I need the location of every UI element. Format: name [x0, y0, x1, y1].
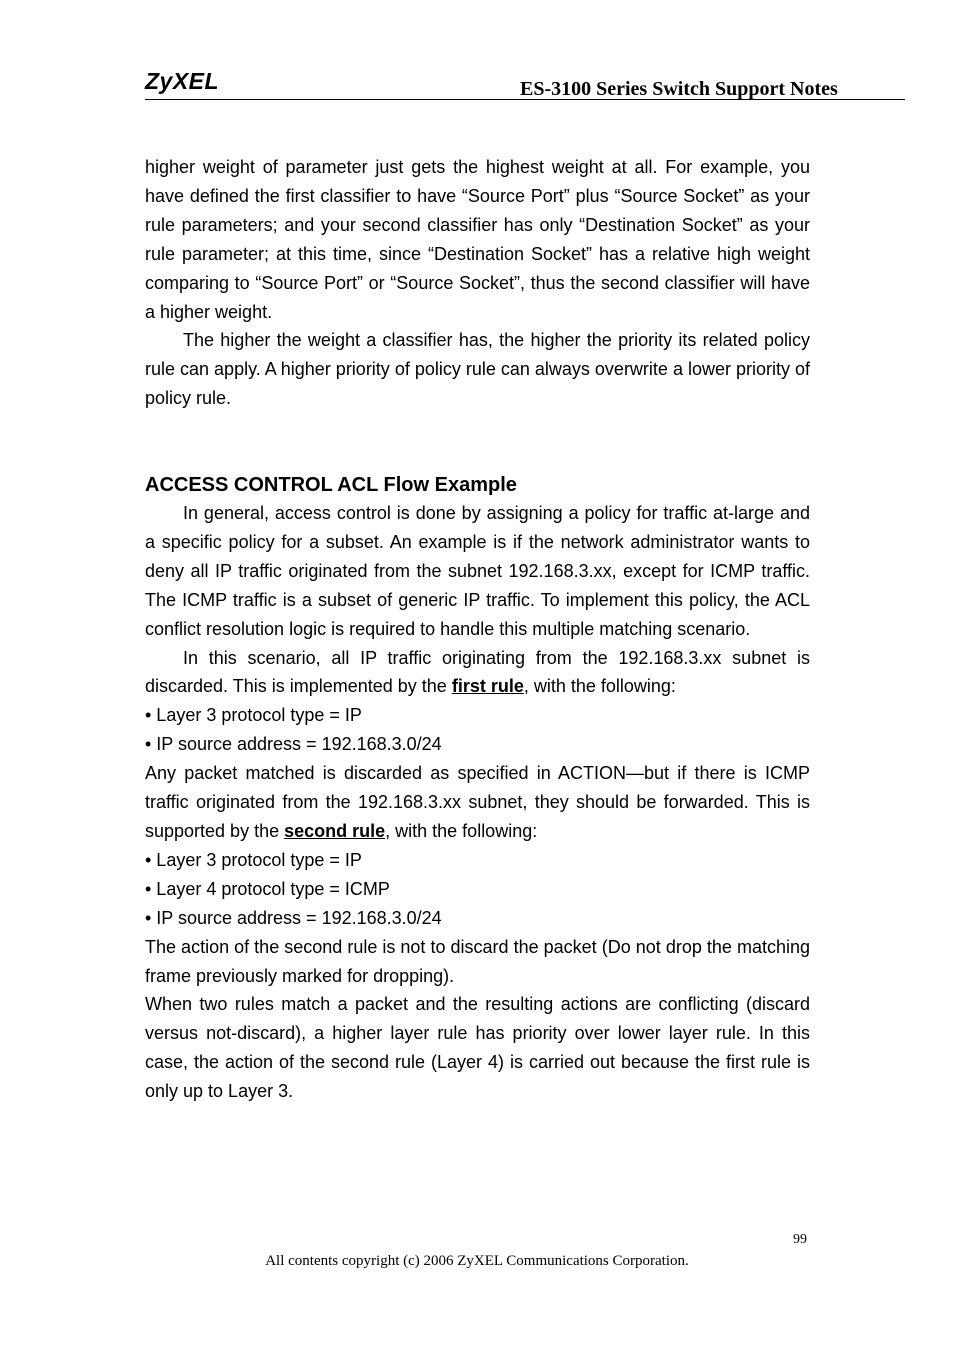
- first-rule-bullet-2: • IP source address = 192.168.3.0/24: [145, 734, 442, 755]
- second-rule-bullet-1: • Layer 3 protocol type = IP: [145, 849, 362, 870]
- copyright-footer: All contents copyright (c) 2006 ZyXEL Communications Corporation.: [265, 1253, 689, 1269]
- header-divider: [145, 99, 905, 100]
- paragraph-3-text-end: , with the following:: [385, 820, 538, 841]
- second-rule-bullet-2: • Layer 4 protocol type = ICMP: [145, 878, 390, 899]
- second-rule-reference: second rule: [284, 820, 386, 841]
- intro-paragraph-1: higher weight of parameter just gets the highest weight at all. For example, you have defined the first classifier to have “Source Port” plus “Source Socket” as your rule parameters; and your second classifier has only “Destination Socket” as your rule parameter; at this time, since “Destination Socket” has a relative high weight comparing to “Source Port” or “Source Socket”, thus the second classifier will have a higher weight.: [145, 157, 810, 322]
- section-heading: ACCESS CONTROL ACL Flow Example: [145, 474, 517, 496]
- intro-paragraph-2: The higher the weight a classifier has, the higher the priority its related policy rule can apply. A higher priority of policy rule can always overwrite a lower priority of policy rule.: [145, 330, 810, 409]
- paragraph-2-text-start: In this scenario, all IP traffic originating from the 192.168.3.xx subnet is discarded. This is implemented by the: [145, 647, 810, 697]
- section-paragraph-5: When two rules match a packet and the resulting actions are conflicting (discard versus not-discard), a higher layer rule has priority over lower layer rule. In this case, the action of the second rule (Layer 4) is carried out because the first rule is only up to Layer 3.: [145, 994, 810, 1102]
- paragraph-3-text-start: Any packet matched is discarded as specified in ACTION—but if there is ICMP traffic originated from the 192.168.3.xx subnet, they should be forwarded. This is supported by the: [145, 763, 810, 841]
- first-rule-bullet-1: • Layer 3 protocol type = IP: [145, 705, 362, 726]
- section-body: [145, 499, 810, 1106]
- paragraph-2-text-end: , with the following:: [523, 676, 676, 697]
- intro-text: [145, 153, 810, 413]
- second-rule-bullet-3: • IP source address = 192.168.3.0/24: [145, 907, 442, 928]
- page-number: 99: [793, 1232, 807, 1247]
- zyxel-logo: ZyXEL: [145, 68, 220, 94]
- document-title: ES-3100 Series Switch Support Notes: [520, 78, 838, 100]
- section-paragraph-3: [145, 759, 810, 846]
- first-rule-reference: first rule: [451, 676, 524, 697]
- section-paragraph-1: In general, access control is done by assigning a policy for traffic at-large and a specific policy for a subset. An example is if the network administrator wants to deny all IP traffic originated from the subnet 192.168.3.xx, except for ICMP traffic. The ICMP traffic is a subset of generic IP traffic. To implement this policy, the ACL conflict resolution logic is required to handle this multiple matching scenario.: [145, 503, 810, 639]
- section-paragraph-2: [145, 644, 810, 702]
- section-paragraph-4: The action of the second rule is not to discard the packet (Do not drop the matching frame previously marked for dropping).: [145, 936, 810, 986]
